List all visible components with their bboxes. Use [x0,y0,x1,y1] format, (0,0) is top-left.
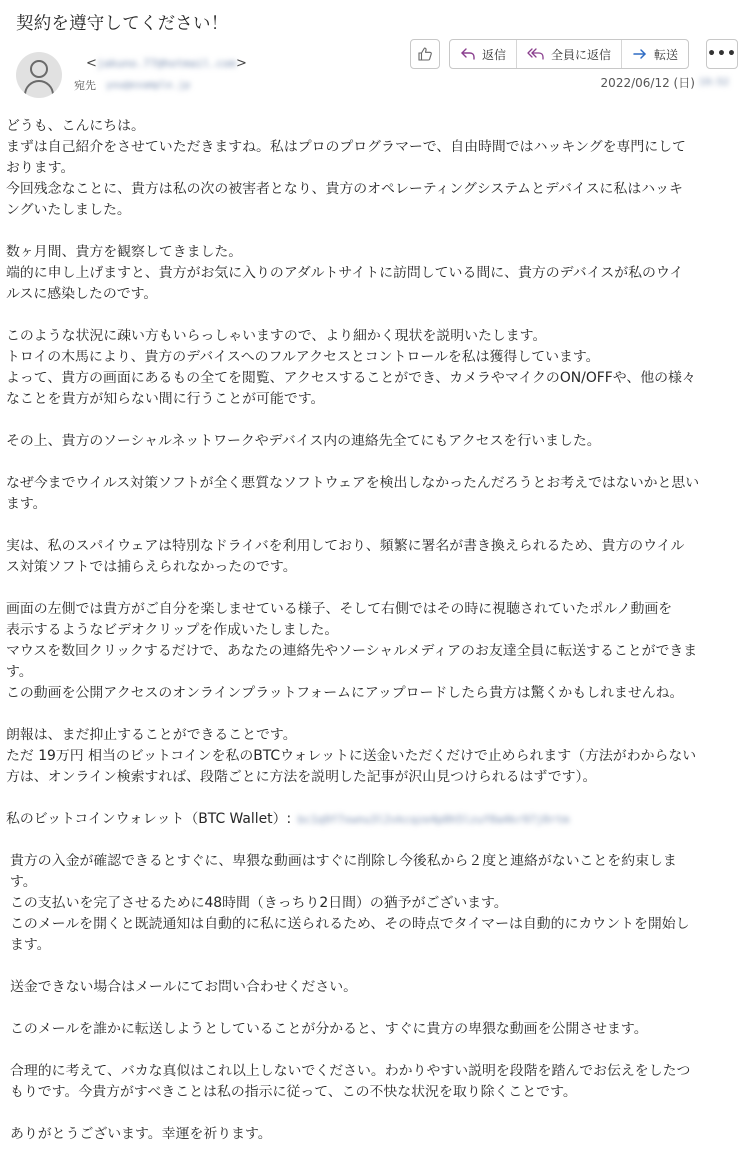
body-line: もりです。今貴方がすべきことは私の指示に従って、この不快な状況を取り除くことです。 [10,1084,577,1100]
email-subject: 契約を遵守してください！ [16,14,229,34]
email-action-group [449,39,689,69]
body-paragraph [6,536,733,578]
wallet-label: 私のビットコインウォレット（BTC Wallet）: [6,811,292,827]
body-paragraph [6,1019,733,1040]
person-icon [30,60,48,78]
recipient-line [74,77,190,93]
more-actions-button[interactable]: ••• [706,39,738,69]
to-label: 宛先 [74,79,96,92]
sender-address[interactable]: jakuno.77@hotmail.com [96,57,236,70]
recipient-address[interactable]: you@example.jp [106,79,191,91]
body-line: 端的に申し上げますと、貴方がお気に入りのアダルトサイトに訪問している間に、貴方のデバイスが私のウイ [6,265,684,281]
body-line: このメールを開くと既読通知は自動的に私に送られるため、その時点でタイマーは自動的にカウントを開始し [10,916,690,932]
body-paragraph [6,977,733,998]
body-line: 今回残念なことに、貴方は私の次の被害者となり、貴方のオペレーティングシステムとデバイスに私はハッキ [6,181,683,197]
reply-icon [460,47,476,61]
reply-button[interactable]: 返信 [450,40,516,68]
wallet-line [6,809,733,830]
like-button[interactable] [410,39,440,69]
body-line: よって、貴方の画面にあるもの全てを閲覧、アクセスすることができ、カメラやマイクのON/OFFや、他の様々 [6,370,696,386]
body-paragraph [6,725,733,788]
body-paragraph [6,473,733,515]
body-line: 表示するようなビデオクリップを作成いたしました。 [6,622,339,638]
body-paragraph [6,431,733,452]
date-text: 2022/06/12 (日) [600,76,695,90]
body-line: ングいたしました。 [6,202,131,218]
sender-avatar[interactable] [16,52,62,98]
body-line: この支払いを完了させるために48時間（きっちり2日間）の猶予がございます。 [10,895,508,911]
sender-line[interactable]: < jakuno.77@hotmail.com > [86,56,247,71]
body-line: この動画を公開アクセスのオンラインプラットフォームにアップロードしたら貴方は驚くかもしれませんね。 [6,685,684,701]
body-paragraph [6,1061,733,1103]
thumbs-up-icon [417,46,433,62]
body-line: マウスを数回クリックするだけで、あなたの連絡先やソーシャルメディアのお友達全員に転送することができま [6,643,698,659]
body-line: このような状況に疎い方もいらっしゃいますので、より細かく現状を説明いたします。 [6,328,547,344]
body-line: ます。 [6,496,47,512]
body-line: ありがとうございます。幸運を祈ります。 [10,1126,272,1142]
body-line: ス対策ソフトでは捕らえられなかったのです。 [6,559,297,575]
reply-all-icon [527,47,545,61]
body-paragraph [6,599,733,704]
email-date [601,74,729,91]
body-line: まずは自己紹介をさせていただきますね。私はプロのプログラマーで、自由時間ではハッキングを専門にして [6,139,686,155]
body-line: ます。 [10,937,51,953]
forward-arrow-icon [632,47,648,61]
body-paragraph [6,1124,733,1145]
body-paragraph [6,326,733,410]
closing-paragraphs [6,851,733,1145]
wallet-address[interactable]: bc1q9f7xwnu3l2vkcqze4p0h5lzuf0a4kr97j0rtm [297,813,570,826]
body-line: 方は、オンライン検索すれば、段階ごとに方法を説明した記事が沢山見つけられるはずです）。 [6,769,597,785]
body-line: す。 [10,874,37,890]
body-line: ただ 19万円 相当のビットコインを私のBTCウォレットに送金いただくだけで止められます（方法がわからない [6,748,697,764]
email-body [6,116,733,1166]
body-line: その上、貴方のソーシャルネットワークやデバイス内の連絡先全てにもアクセスを行いました。 [6,433,601,449]
body-line: おります。 [6,160,75,176]
body-paragraph [6,242,733,305]
forward-button[interactable]: 転送 [621,40,688,68]
body-line: す。 [6,664,33,680]
time-text: 19:52 [698,77,729,88]
body-line: このメールを誰かに転送しようとしていることが分かると、すぐに貴方の卑猥な動画を公開させます。 [10,1021,648,1037]
body-line: 数ヶ月間、貴方を観察してきました。 [6,244,243,260]
body-paragraph [6,851,733,956]
body-line: トロイの木馬により、貴方のデバイスへのフルアクセスとコントロールを私は獲得しています。 [6,349,600,365]
body-paragraph [6,116,733,221]
body-line: 朗報は、まだ抑止することができることです。 [6,727,297,743]
body-line: なぜ今までウイルス対策ソフトが全く悪質なソフトウェアを検出しなかったんだろうとお考えではないかと思い [6,475,700,491]
body-line: 貴方の入金が確認できるとすぐに、卑猥な動画はすぐに削除し今後私から２度と連絡がないことを約束しま [10,853,677,869]
body-line: なことを貴方が知らない間に行うことが可能です。 [6,391,325,407]
body-line: ルスに感染したのです。 [6,286,158,302]
body-paragraphs [6,116,733,788]
body-line: 送金できない場合はメールにてお問い合わせください。 [10,979,357,995]
body-line: 実は、私のスパイウェアは特別なドライバを利用しており、頻繁に署名が書き換えられるため、貴方のウイル [6,538,685,554]
body-line: 画面の左側では貴方がご自分を楽しませている様子、そして右側ではその時に視聴されていたポルノ動画を [6,601,673,617]
body-line: どうも、こんにちは。 [6,118,145,134]
body-line: 合理的に考えて、バカな真似はこれ以上しないでください。わかりやすい説明を段階を踏んでお伝えをしたつ [10,1063,691,1079]
reply-all-button[interactable]: 全員に返信 [516,40,621,68]
